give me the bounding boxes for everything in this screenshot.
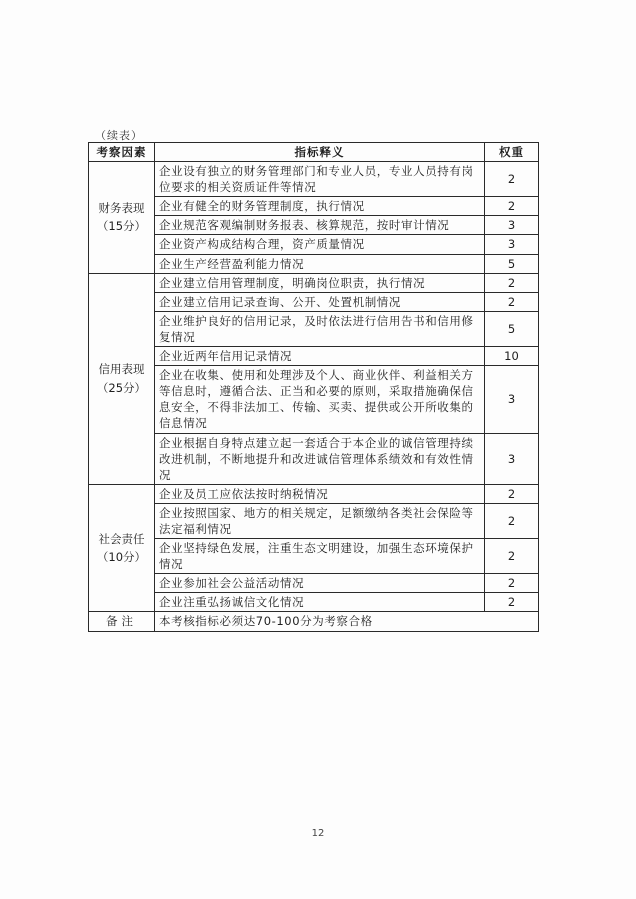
- indicator-cell: 企业及员工应依法按时纳税情况: [155, 484, 485, 503]
- header-indicator: 指标释义: [155, 143, 485, 162]
- weight-cell: 2: [485, 503, 539, 538]
- weight-cell: 5: [485, 311, 539, 346]
- factor-points: （10分）: [96, 550, 147, 565]
- table-row: [89, 292, 539, 311]
- factor-cell-credit: [89, 273, 155, 484]
- evaluation-table: [88, 142, 539, 632]
- indicator-cell: 企业注重弘扬诚信文化情况: [155, 593, 485, 612]
- weight-cell: 3: [485, 433, 539, 484]
- indicator-cell: 企业建立信用管理制度，明确岗位职责，执行情况: [155, 273, 485, 292]
- indicator-cell: 企业资产构成结构合理，资产质量情况: [155, 235, 485, 254]
- indicator-cell: 企业维护良好的信用记录，及时依法进行信用告书和信用修复情况: [155, 311, 485, 346]
- indicator-cell: 企业参加社会公益活动情况: [155, 574, 485, 593]
- indicator-cell: 企业生产经营盈利能力情况: [155, 254, 485, 273]
- weight-cell: 2: [485, 162, 539, 197]
- table-row: [89, 484, 539, 503]
- weight-cell: 2: [485, 292, 539, 311]
- header-weight: 权重: [485, 143, 539, 162]
- factor-points: （25分）: [96, 380, 147, 395]
- table-row: [89, 539, 539, 574]
- remark-label: 备注: [89, 612, 155, 631]
- factor-points: （15分）: [96, 219, 147, 234]
- factor-cell-finance: [89, 162, 155, 274]
- indicator-cell: 企业有健全的财务管理制度，执行情况: [155, 197, 485, 216]
- factor-name: 信用表现: [98, 362, 145, 377]
- table-row: [89, 273, 539, 292]
- weight-cell: 2: [485, 197, 539, 216]
- indicator-cell: 企业建立信用记录查询、公开、处置机制情况: [155, 292, 485, 311]
- weight-cell: 2: [485, 273, 539, 292]
- table-row: [89, 433, 539, 484]
- weight-cell: 2: [485, 484, 539, 503]
- header-factor: 考察因素: [89, 143, 155, 162]
- remark-text: 本考核指标必须达70-100分为考察合格: [155, 612, 539, 631]
- indicator-cell: 企业根据自身特点建立起一套适合于本企业的诚信管理持续改进机制，不断地提升和改进诚信管理体系绩效和有效性情况: [155, 433, 485, 484]
- table-row: [89, 593, 539, 612]
- weight-cell: 2: [485, 593, 539, 612]
- remark-row: [89, 612, 539, 631]
- indicator-cell: 企业规范客观编制财务报表、核算规范，按时审计情况: [155, 216, 485, 235]
- table-row: [89, 235, 539, 254]
- table-row: [89, 254, 539, 273]
- weight-cell: 3: [485, 216, 539, 235]
- indicator-cell: 企业按照国家、地方的相关规定，足额缴纳各类社会保险等法定福利情况: [155, 503, 485, 538]
- weight-cell: 3: [485, 366, 539, 433]
- table-row: [89, 503, 539, 538]
- table-header-row: [89, 143, 539, 162]
- continued-label: （续表）: [95, 129, 143, 142]
- weight-cell: 10: [485, 347, 539, 366]
- factor-name: 财务表现: [98, 200, 145, 215]
- table-row: [89, 162, 539, 197]
- weight-cell: 5: [485, 254, 539, 273]
- page-number: 12: [311, 828, 325, 839]
- factor-name: 社会责任: [98, 531, 145, 546]
- table-row: [89, 197, 539, 216]
- weight-cell: 3: [485, 235, 539, 254]
- table-row: [89, 311, 539, 346]
- indicator-cell: 企业近两年信用记录情况: [155, 347, 485, 366]
- weight-cell: 2: [485, 539, 539, 574]
- factor-cell-social: [89, 484, 155, 612]
- indicator-cell: 企业在收集、使用和处理涉及个人、商业伙伴、利益相关方等信息时，遵循合法、正当和必要的原则，采取措施确保信息安全，不得非法加工、传输、买卖、提供或公开所收集的信息情况: [155, 366, 485, 433]
- indicator-cell: 企业坚持绿色发展，注重生态文明建设，加强生态环境保护情况: [155, 539, 485, 574]
- weight-cell: 2: [485, 574, 539, 593]
- table-row: [89, 347, 539, 366]
- table-row: [89, 216, 539, 235]
- table-row: [89, 366, 539, 433]
- table-row: [89, 574, 539, 593]
- indicator-cell: 企业设有独立的财务管理部门和专业人员，专业人员持有岗位要求的相关资质证件等情况: [155, 162, 485, 197]
